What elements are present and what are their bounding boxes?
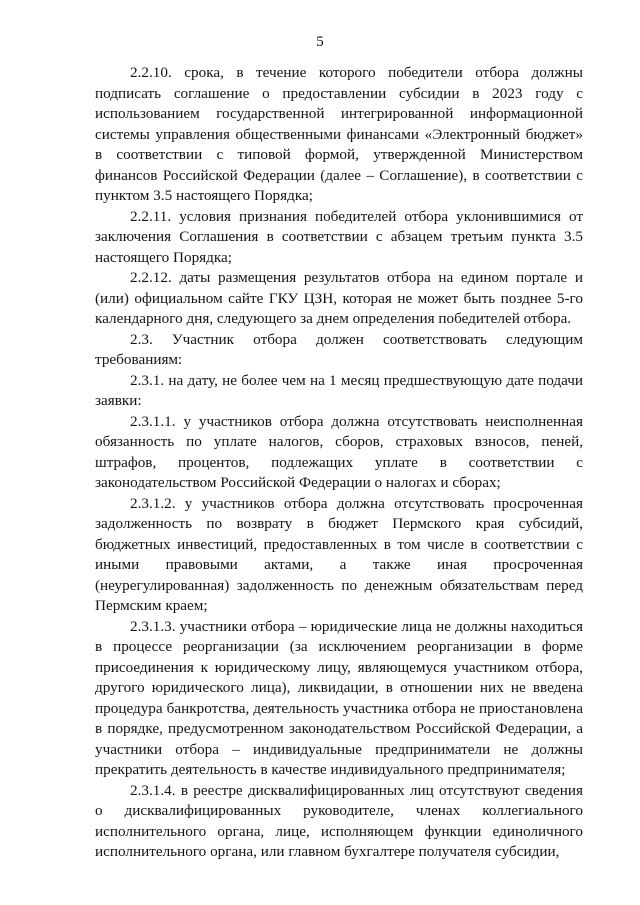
paragraph-2-3-1-1: 2.3.1.1. у участников отбора должна отсутствовать неисполненная обязанность по уплате налогов, сборов, страховых взносов, пеней, штрафов, процентов, подлежащих уплате в соответствии с законодательством Российской Федерации о налогах и сборах; xyxy=(95,412,583,491)
paragraph-2-2-12: 2.2.12. даты размещения результатов отбора на едином портале и (или) официальном сайте ГКУ ЦЗН, которая не может быть позднее 5-го календарного дня, следующего за днем определения победителей отбора. xyxy=(95,269,583,327)
paragraph-2-2-11: 2.2.11. условия признания победителей отбора уклонившимися от заключения Соглашения в соответствии с абзацем третьим пункта 3.5 настоящего Порядка; xyxy=(95,207,583,266)
page-number: 5 xyxy=(316,34,324,50)
paragraph-2-3: 2.3. Участник отбора должен соответствовать следующим требованиям: xyxy=(95,330,583,368)
document-body xyxy=(95,63,583,863)
paragraph-2-3-1-4: 2.3.1.4. в реестре дисквалифицированных лиц отсутствуют сведения о дисквалифицированных руководителе, членах коллегиального исполнительного органа, лице, исполняющем функции единоличного исполнительного органа, или главном бухгалтере получателя субсидии, xyxy=(95,781,583,860)
paragraph-2-3-1-2: 2.3.1.2. у участников отбора должна отсутствовать просроченная задолженность по возврату в бюджет Пермского края субсидий, бюджетных инвестиций, предоставленных в том числе в соответствии с иными правовыми актами, а также иная просроченная (неурегулированная) задолженность по денежным обязательствам перед Пермским краем; xyxy=(95,494,583,614)
paragraph-2-3-1: 2.3.1. на дату, не более чем на 1 месяц предшествующую дате подачи заявки: xyxy=(95,371,583,409)
paragraph-2-3-1-3: 2.3.1.3. участники отбора – юридические лица не должны находиться в процессе реорганизации (за исключением реорганизации в форме присоединения к юридическому лицу, являющемуся участником отбора, другого юридического лица), ликвидации, в отношении них не введена процедура банкротства, деятельность участника отбора не приостановлена в порядке, предусмотренном законодательством Российской Федерации, а участники отбора – индивидуальные предприниматели не должны прекратить деятельность в качестве индивидуального предпринимателя; xyxy=(95,617,583,778)
paragraph-2-2-10: 2.2.10. срока, в течение которого победители отбора должны подписать соглашение о предоставлении субсидии в 2023 году с использованием государственной интегрированной информационной системы управления общественными финансами «Электронный бюджет» в соответствии с типовой формой, утвержденной Министерством финансов Российской Федерации (далее – Соглашение), в соответствии с пунктом 3.5 настоящего Порядка; xyxy=(95,64,583,204)
